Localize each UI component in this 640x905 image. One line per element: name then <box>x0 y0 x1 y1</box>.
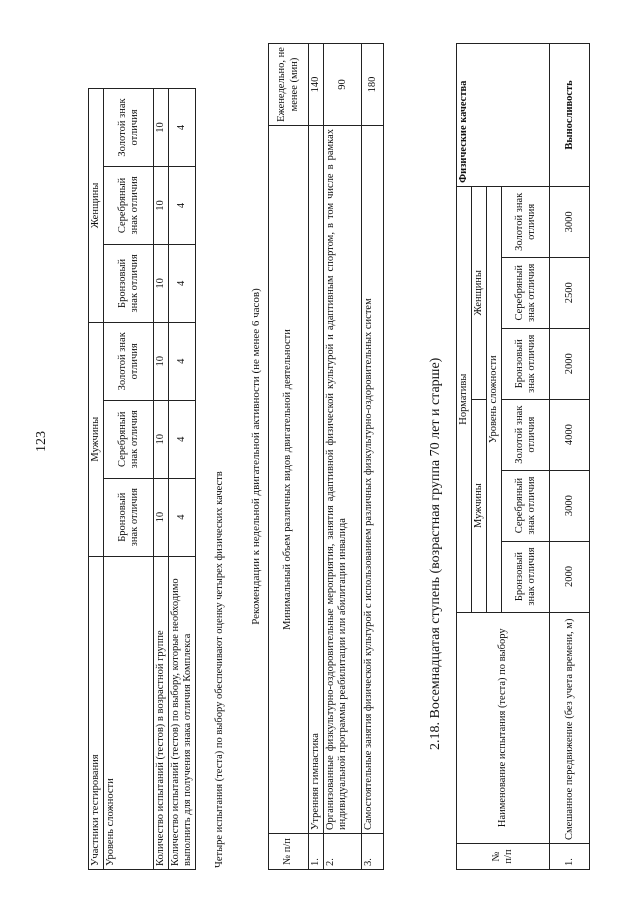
table-cell: 4 <box>169 400 196 478</box>
table-title: Рекомендации к недельной двигательной активности (не менее 6 часов) <box>250 288 262 625</box>
table-row-label: Количество испытаний (тестов) в возрастной группе <box>154 556 169 869</box>
table-row-label: Количество испытаний (тестов) по выбору, которые необходимо выполнить для получения знака отличия Комплекса <box>169 556 196 869</box>
norm-value: 2000 <box>550 328 590 399</box>
level-cell: Золотой знак отличия <box>104 89 154 167</box>
level-cell: Серебряный знак отличия <box>104 166 154 244</box>
page-number: 123 <box>34 431 49 452</box>
table-cell: 4 <box>169 322 196 400</box>
level-cell: Золотой знак отличия <box>104 322 154 400</box>
time-cell: 140 <box>309 44 324 126</box>
norm-value: 2500 <box>550 257 590 328</box>
table-cell: 10 <box>154 478 169 556</box>
activity-table <box>268 43 384 870</box>
time-cell: 90 <box>324 44 362 126</box>
time-header: Еженедельно, не менее (мин) <box>269 44 309 126</box>
table-cell: 4 <box>169 166 196 244</box>
level-cell: Серебряный знак отличия <box>104 400 154 478</box>
time-cell: 180 <box>362 44 384 126</box>
norms-header: Нормативы <box>457 186 472 612</box>
participants-table <box>88 88 196 870</box>
level-cell: Бронзовый знак отличия <box>502 541 550 612</box>
activity-cell: Утренняя гимнастика <box>309 125 324 833</box>
row-number: 1. <box>550 844 590 870</box>
table-cell: 4 <box>169 89 196 167</box>
test-name: Смешанное передвижение (без учета времени, м) <box>550 612 590 844</box>
level-cell: Золотой знак отличия <box>502 399 550 470</box>
level-cell: Серебряный знак отличия <box>502 257 550 328</box>
men-header: Мужчины <box>472 399 487 612</box>
activity-cell: Организованные физкультурно-оздоровительные мероприятия, занятия адаптивной физической культурой и адаптивным спортом, в том числе в рамках индивидуальной программы реабилитации или абилитации инвалида <box>324 125 362 833</box>
row-number: 2. <box>324 834 362 870</box>
level-cell: Золотой знак отличия <box>502 186 550 257</box>
participants-header: Участники тестирования <box>89 556 104 869</box>
level-row-label: Уровень сложности <box>104 556 154 869</box>
women-header: Женщины <box>472 186 487 399</box>
quality-header: Физические качества <box>457 44 550 187</box>
table-note: Четыре испытания (теста) по выбору обеспечивают оценку четырех физических качеств <box>214 471 225 868</box>
norm-value: 3000 <box>550 470 590 541</box>
row-number: 1. <box>309 834 324 870</box>
table-cell: 10 <box>154 166 169 244</box>
level-cell: Бронзовый знак отличия <box>502 328 550 399</box>
women-header: Женщины <box>89 89 104 323</box>
level-cell: Серебряный знак отличия <box>502 470 550 541</box>
norm-value: 2000 <box>550 541 590 612</box>
level-cell: Бронзовый знак отличия <box>104 244 154 322</box>
table-cell: 10 <box>154 322 169 400</box>
table-cell: 10 <box>154 244 169 322</box>
men-header: Мужчины <box>89 322 104 556</box>
rotated-page-content <box>88 43 640 870</box>
level-header: Уровень сложности <box>487 186 502 612</box>
activity-header: Минимальный объем различных видов двигательной деятельности <box>269 125 309 833</box>
name-header: Наименование испытания (теста) по выбору <box>457 612 550 844</box>
num-header: № п/п <box>457 844 550 870</box>
level-cell: Бронзовый знак отличия <box>104 478 154 556</box>
quality-cell: Выносливость <box>550 44 590 187</box>
section-heading: 2.18. Восемнадцатая ступень (возрастная группа 70 лет и старше) <box>428 357 443 750</box>
table-cell: 10 <box>154 400 169 478</box>
table-cell: 4 <box>169 478 196 556</box>
table-cell: 4 <box>169 244 196 322</box>
norms-table <box>456 43 590 870</box>
activity-cell: Самостоятельные занятия физической культурой с использованием различных физкультурно-оздоровительных систем <box>362 125 384 833</box>
norm-value: 3000 <box>550 186 590 257</box>
num-header: № п/п <box>269 834 309 870</box>
norm-value: 4000 <box>550 399 590 470</box>
table-cell: 10 <box>154 89 169 167</box>
row-number: 3. <box>362 834 384 870</box>
